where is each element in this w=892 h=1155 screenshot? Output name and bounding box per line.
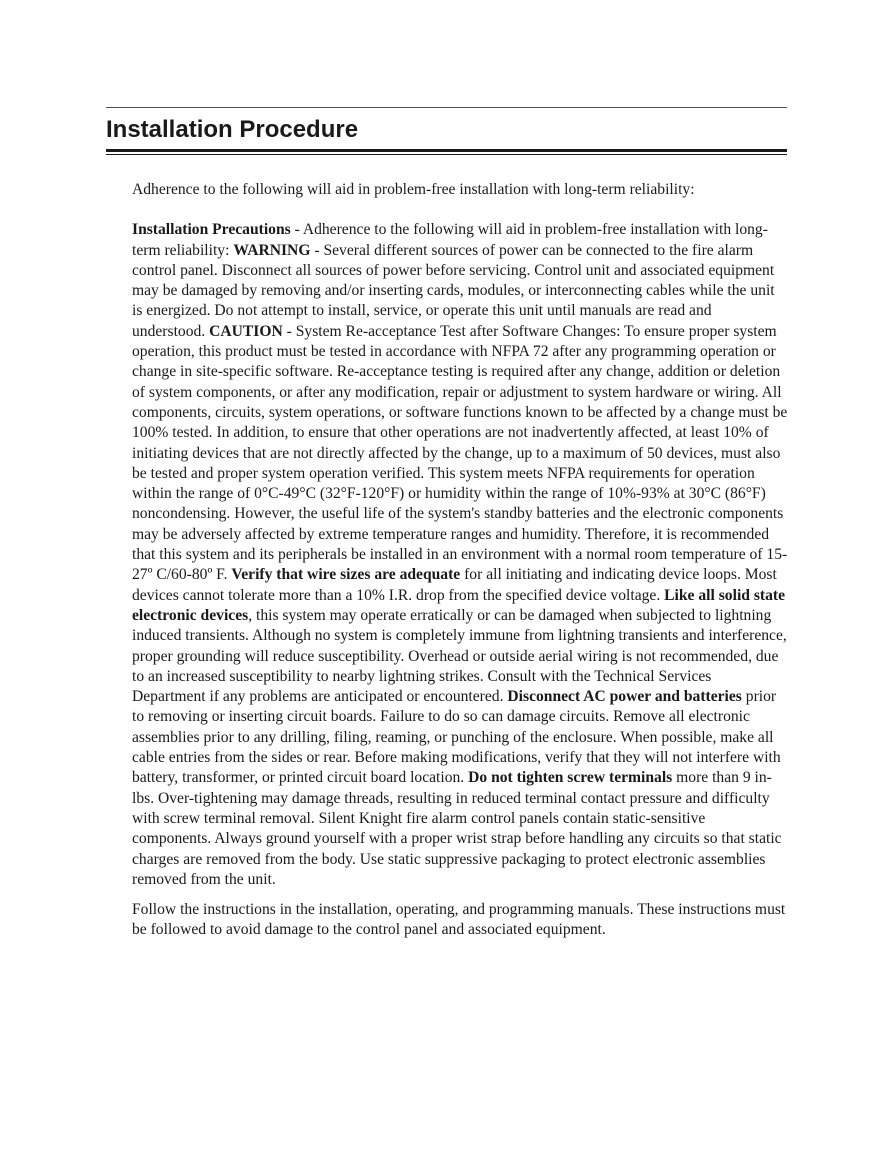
precautions-text-7: more than 9 in-lbs. Over-tightening may damage threads, resulting in reduced terminal contact pressure and difficulty with screw terminal removal. Silent Knight fire alarm control panels contain static-sensitive components. Always ground yourself with a proper wrist strap before handling any circuits so that static charges are removed from the body. Use static suppressive packaging to protect electronic assemblies removed from the unit. (132, 769, 782, 888)
precautions-text-4: for all initiating and indicating device loops. Most devices cannot tolerate more than a 10% I.R. drop from the specified device voltage. (132, 566, 777, 604)
precautions-text-2: - Several different sources of power can be connected to the fire alarm control panel. Disconnect all sources of power before servicing. Control unit and associated equipment may be damaged by removing and/or inserting cards, modules, or interconnecting cables while the unit is energized. Do not attempt to install, service, or operate this unit until manuals are read and understood. (132, 241, 775, 340)
disconnect-label: Disconnect AC power and batteries (507, 688, 742, 706)
header-thin-rule (106, 154, 787, 155)
header-thick-rule (106, 149, 787, 152)
solid-state-label: Like all solid state electronic devices (132, 586, 786, 624)
wire-size-label: Verify that wire sizes are adequate (231, 566, 461, 584)
precautions-text-5: , this system may operate erratically or can be damaged when subjected to lightning induced transients. Although no system is completely immune from lightning transients and interference, proper grounding will reduce susceptibility. Overhead or outside aerial wiring is not recommended, due to an increased susceptibility to nearby lightning strikes. Consult with the Technical Services Department if any problems are anticipated or encountered. (132, 606, 787, 706)
intro-paragraph: Adherence to the following will aid in problem-free installation with long-term reliability: (132, 181, 695, 198)
section-heading: Installation Procedure (106, 116, 359, 143)
header-top-rule (106, 107, 787, 108)
precautions-text-1: - Adherence to the following will aid in problem-free installation with long-term reliability: (132, 221, 768, 259)
precautions-text-6: prior to removing or inserting circuit boards. Failure to do so can damage circuits. Remove all electronic assemblies prior to any drilling, filing, reaming, or punching of the enclosure. When possible, make all cable entries from the sides or rear. Before making modifications, verify that they will not interfere with battery, transformer, or printed circuit board location. (132, 688, 781, 787)
precautions-label: Installation Precautions (132, 221, 291, 239)
caution-label: CAUTION (209, 322, 283, 340)
precautions-text-3: - System Re-acceptance Test after Software Changes: To ensure proper system operation, this product must be tested in accordance with NFPA 72 after any programming operation or change in site-specific software. Re-acceptance testing is required after any change, addition or deletion of system components, or after any modification, repair or adjustment to system hardware or wiring. All components, circuits, system operations, or software functions known to be affected by a change must be 100% tested. In addition, to ensure that other operations are not inadvertently affected, at least 10% of initiating devices that are not directly affected by the change, up to a maximum of 50 devices, must also be tested and proper system operation verified. This system meets NFPA requirements for operation within the range of 0°C-49°C (32°F-120°F) or humidity within the range of 10%-93% at 30°C (86°F) noncondensing. However, the useful life of the system's standby batteries and the electronic components may be adversely affected by extreme temperature ranges and humidity. Therefore, it is recommended that this system and its peripherals be installed in an environment with a normal room temperature of 15-27º C/60-80º F. (132, 322, 788, 584)
document-body (132, 180, 788, 941)
closing-paragraph: Follow the instructions in the installation, operating, and programming manuals. These instructions must be followed to avoid damage to the control panel and associated equipment. (132, 901, 786, 939)
screw-terminals-label: Do not tighten screw terminals (468, 769, 673, 787)
precautions-paragraph (132, 220, 788, 890)
warning-label: WARNING (233, 241, 311, 259)
